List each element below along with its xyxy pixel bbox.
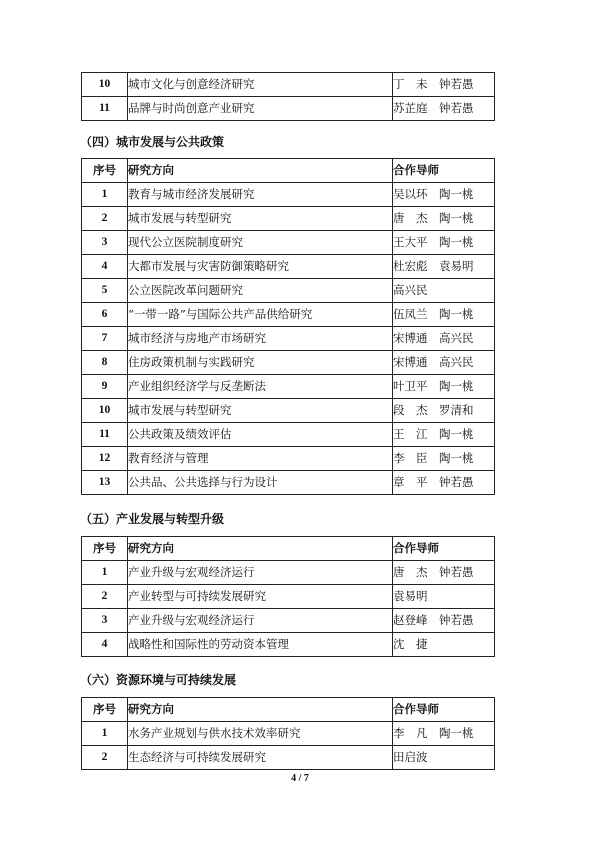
- table-row: [82, 351, 495, 375]
- table-header-row: [82, 159, 495, 183]
- research-direction: 城市发展与转型研究: [128, 207, 393, 231]
- table-row: [82, 207, 495, 231]
- table-row: [82, 423, 495, 447]
- table-row: [82, 327, 495, 351]
- row-number: 8: [82, 351, 128, 375]
- research-direction: 产业升级与宏观经济运行: [128, 561, 393, 585]
- section-title: （五）产业发展与转型升级: [80, 512, 225, 526]
- tutor-names: 宋博通 高兴民: [393, 351, 495, 375]
- table-row: [82, 447, 495, 471]
- row-number: 4: [82, 255, 128, 279]
- row-number: 3: [82, 231, 128, 255]
- research-direction: 教育经济与管理: [128, 447, 393, 471]
- tutor-names: 段 杰 罗清和: [393, 399, 495, 423]
- tutor-names: 李 凡 陶一桃: [393, 722, 495, 746]
- table-row: [82, 303, 495, 327]
- table-row: [82, 471, 495, 495]
- row-number: 3: [82, 609, 128, 633]
- tutor-names: 宋博通 高兴民: [393, 327, 495, 351]
- tutor-names: 袁易明: [393, 585, 495, 609]
- row-number: 2: [82, 746, 128, 770]
- row-number: 13: [82, 471, 128, 495]
- section-title: （六）资源环境与可持续发展: [80, 673, 237, 687]
- research-direction: “一带一路”与国际公共产品供给研究: [128, 303, 393, 327]
- research-direction: 城市经济与房地产市场研究: [128, 327, 393, 351]
- row-number: 10: [82, 73, 128, 97]
- table-row: [82, 585, 495, 609]
- research-direction: 品牌与时尚创意产业研究: [128, 97, 393, 121]
- table-row: [82, 97, 495, 121]
- table-row: [82, 399, 495, 423]
- research-direction: 公共品、公共选择与行为设计: [128, 471, 393, 495]
- section-table: [81, 158, 495, 495]
- row-number: 12: [82, 447, 128, 471]
- research-direction: 生态经济与可持续发展研究: [128, 746, 393, 770]
- table-row: [82, 231, 495, 255]
- table-header-row: [82, 537, 495, 561]
- row-number: 1: [82, 183, 128, 207]
- continuation-table: [81, 72, 495, 121]
- table-row: [82, 73, 495, 97]
- header-direction: 研究方向: [128, 698, 393, 722]
- research-direction: 大都市发展与灾害防御策略研究: [128, 255, 393, 279]
- table-row: [82, 183, 495, 207]
- page-number: 4 / 7: [291, 773, 309, 784]
- table-row: [82, 375, 495, 399]
- tutor-names: 章 平 钟若愚: [393, 471, 495, 495]
- section-table: [81, 697, 495, 770]
- table-header-row: [82, 698, 495, 722]
- research-direction: 公共政策及绩效评估: [128, 423, 393, 447]
- header-direction: 研究方向: [128, 537, 393, 561]
- tutor-names: 唐 杰 钟若愚: [393, 561, 495, 585]
- research-direction: 公立医院改革问题研究: [128, 279, 393, 303]
- header-tutor: 合作导师: [393, 159, 495, 183]
- section-table: [81, 536, 495, 657]
- research-direction: 产业组织经济学与反垄断法: [128, 375, 393, 399]
- header-direction: 研究方向: [128, 159, 393, 183]
- tutor-names: 王 江 陶一桃: [393, 423, 495, 447]
- research-direction: 城市发展与转型研究: [128, 399, 393, 423]
- tutor-names: 丁 未 钟若愚: [393, 73, 495, 97]
- tutor-names: 赵登峰 钟若愚: [393, 609, 495, 633]
- row-number: 7: [82, 327, 128, 351]
- tutor-names: 沈 捷: [393, 633, 495, 657]
- row-number: 5: [82, 279, 128, 303]
- table-row: [82, 561, 495, 585]
- row-number: 4: [82, 633, 128, 657]
- tutor-names: 伍凤兰 陶一桃: [393, 303, 495, 327]
- tutor-names: 吴以环 陶一桃: [393, 183, 495, 207]
- header-no: 序号: [82, 159, 128, 183]
- research-direction: 产业转型与可持续发展研究: [128, 585, 393, 609]
- section-title: （四）城市发展与公共政策: [80, 135, 225, 149]
- research-direction: 教育与城市经济发展研究: [128, 183, 393, 207]
- row-number: 10: [82, 399, 128, 423]
- research-direction: 产业升级与宏观经济运行: [128, 609, 393, 633]
- research-direction: 战略性和国际性的劳动资本管理: [128, 633, 393, 657]
- tutor-names: 叶卫平 陶一桃: [393, 375, 495, 399]
- research-direction: 现代公立医院制度研究: [128, 231, 393, 255]
- header-tutor: 合作导师: [393, 698, 495, 722]
- table-row: [82, 746, 495, 770]
- tutor-names: 苏芷庭 钟若愚: [393, 97, 495, 121]
- header-no: 序号: [82, 537, 128, 561]
- tutor-names: 杜宏彪 袁易明: [393, 255, 495, 279]
- table-row: [82, 609, 495, 633]
- row-number: 1: [82, 561, 128, 585]
- tutor-names: 高兴民: [393, 279, 495, 303]
- table-row: [82, 279, 495, 303]
- tutor-names: 李 臣 陶一桃: [393, 447, 495, 471]
- tutor-names: 唐 杰 陶一桃: [393, 207, 495, 231]
- research-direction: 住房政策机制与实践研究: [128, 351, 393, 375]
- row-number: 11: [82, 423, 128, 447]
- row-number: 6: [82, 303, 128, 327]
- table-row: [82, 722, 495, 746]
- table-row: [82, 633, 495, 657]
- row-number: 1: [82, 722, 128, 746]
- research-direction: 水务产业规划与供水技术效率研究: [128, 722, 393, 746]
- research-direction: 城市文化与创意经济研究: [128, 73, 393, 97]
- row-number: 2: [82, 585, 128, 609]
- row-number: 9: [82, 375, 128, 399]
- header-no: 序号: [82, 698, 128, 722]
- table-row: [82, 255, 495, 279]
- tutor-names: 王大平 陶一桃: [393, 231, 495, 255]
- tutor-names: 田启波: [393, 746, 495, 770]
- header-tutor: 合作导师: [393, 537, 495, 561]
- row-number: 11: [82, 97, 128, 121]
- row-number: 2: [82, 207, 128, 231]
